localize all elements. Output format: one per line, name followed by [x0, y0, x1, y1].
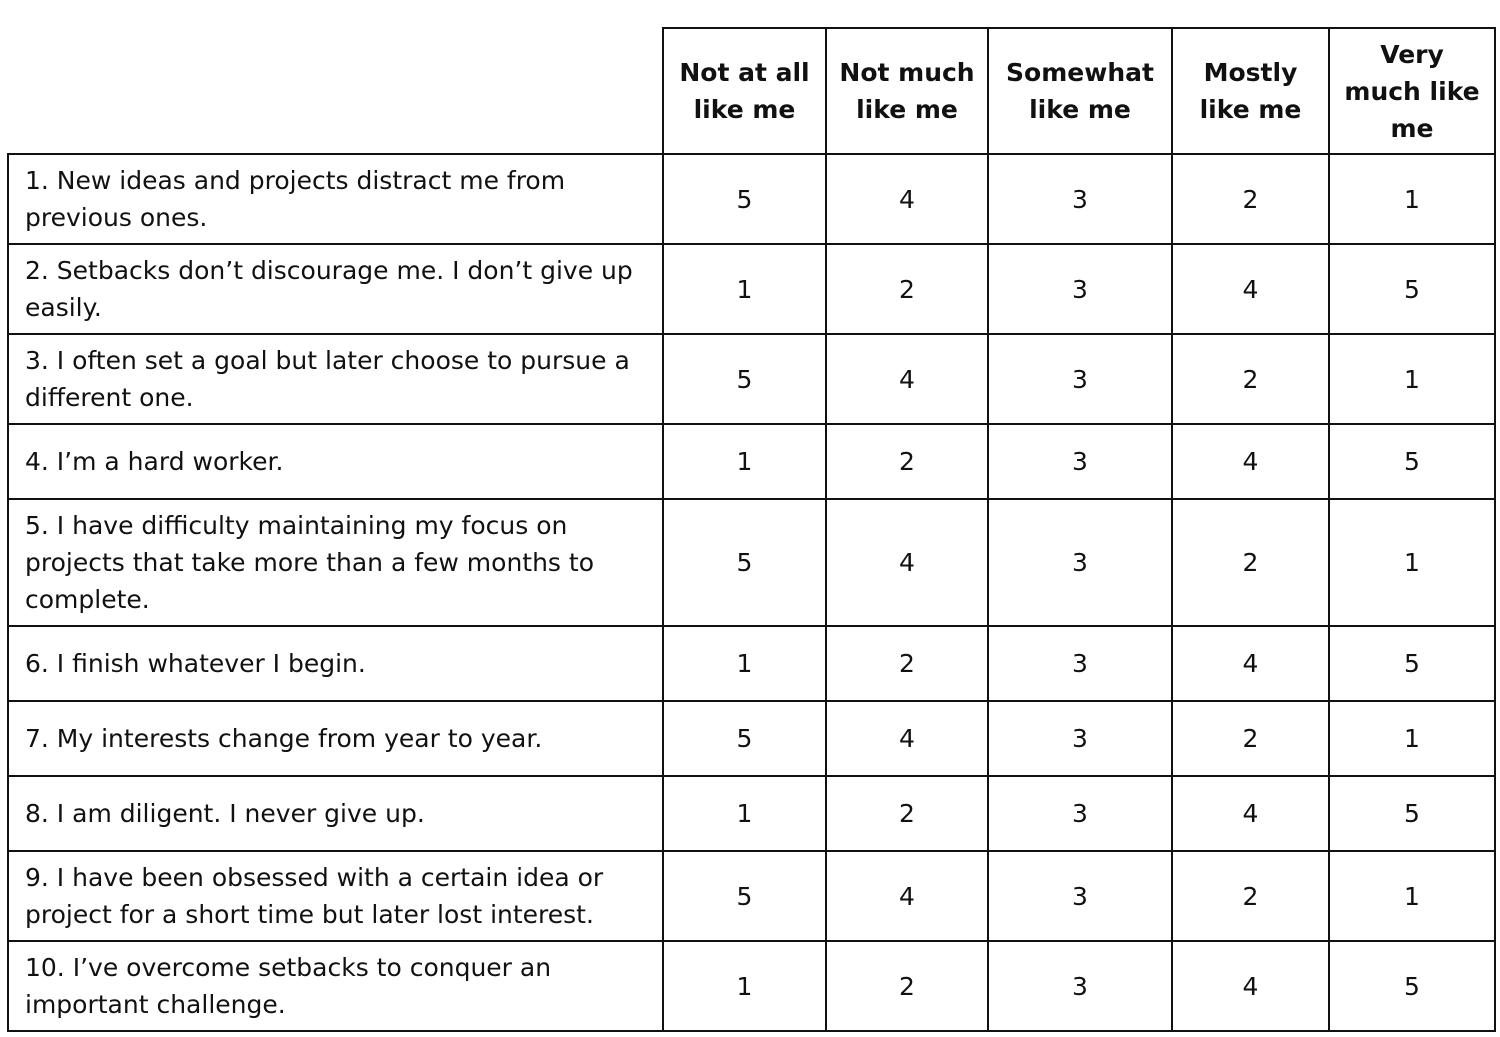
question-text: 5. I have difficulty maintaining my focus on projects that take more than a few months to complete. [8, 499, 663, 626]
score-cell: 2 [1172, 499, 1329, 626]
score-cell: 4 [1172, 941, 1329, 1031]
score-cell: 2 [826, 941, 988, 1031]
score-cell: 5 [1329, 941, 1495, 1031]
score-cell: 1 [663, 941, 826, 1031]
question-text: 7. My interests change from year to year. [8, 701, 663, 776]
score-cell: 1 [1329, 701, 1495, 776]
score-cell: 2 [1172, 154, 1329, 244]
score-cell: 4 [826, 851, 988, 941]
score-cell: 5 [663, 154, 826, 244]
score-cell: 1 [1329, 334, 1495, 424]
table-row [8, 334, 1495, 424]
column-header-very-much: Very much like me [1329, 28, 1495, 154]
score-cell: 3 [988, 941, 1172, 1031]
score-cell: 3 [988, 499, 1172, 626]
column-header-not-at-all: Not at all like me [663, 28, 826, 154]
score-cell: 2 [826, 626, 988, 701]
score-cell: 1 [663, 626, 826, 701]
score-cell: 5 [663, 851, 826, 941]
question-text: 3. I often set a goal but later choose to pursue a different one. [8, 334, 663, 424]
score-cell: 4 [826, 334, 988, 424]
score-cell: 2 [826, 776, 988, 851]
score-cell: 5 [663, 499, 826, 626]
score-cell: 4 [1172, 424, 1329, 499]
column-header-somewhat: Somewhat like me [988, 28, 1172, 154]
score-cell: 4 [1172, 244, 1329, 334]
score-cell: 1 [1329, 851, 1495, 941]
table-row [8, 776, 1495, 851]
question-text: 8. I am diligent. I never give up. [8, 776, 663, 851]
score-cell: 5 [663, 701, 826, 776]
score-cell: 3 [988, 626, 1172, 701]
score-cell: 2 [826, 244, 988, 334]
score-cell: 3 [988, 701, 1172, 776]
score-cell: 4 [826, 154, 988, 244]
question-text: 2. Setbacks don’t discourage me. I don’t give up easily. [8, 244, 663, 334]
score-cell: 2 [1172, 851, 1329, 941]
table-row [8, 626, 1495, 701]
score-cell: 4 [1172, 626, 1329, 701]
header-row [8, 28, 1495, 154]
score-cell: 2 [826, 424, 988, 499]
question-text: 9. I have been obsessed with a certain idea or project for a short time but later lost interest. [8, 851, 663, 941]
score-cell: 1 [1329, 499, 1495, 626]
table-row [8, 499, 1495, 626]
question-text: 4. I’m a hard worker. [8, 424, 663, 499]
score-cell: 4 [1172, 776, 1329, 851]
column-header-not-much: Not much like me [826, 28, 988, 154]
score-cell: 3 [988, 244, 1172, 334]
score-cell: 2 [1172, 334, 1329, 424]
score-cell: 1 [663, 424, 826, 499]
score-cell: 3 [988, 334, 1172, 424]
question-text: 1. New ideas and projects distract me from previous ones. [8, 154, 663, 244]
score-cell: 1 [663, 244, 826, 334]
score-cell: 1 [663, 776, 826, 851]
score-cell: 3 [988, 154, 1172, 244]
score-cell: 4 [826, 499, 988, 626]
table-row [8, 701, 1495, 776]
score-cell: 1 [1329, 154, 1495, 244]
score-cell: 5 [1329, 776, 1495, 851]
table-row [8, 154, 1495, 244]
score-cell: 3 [988, 776, 1172, 851]
score-cell: 3 [988, 424, 1172, 499]
question-text: 10. I’ve overcome setbacks to conquer an important challenge. [8, 941, 663, 1031]
column-header-mostly: Mostly like me [1172, 28, 1329, 154]
survey-table [7, 27, 1496, 1032]
score-cell: 5 [1329, 626, 1495, 701]
score-cell: 5 [1329, 244, 1495, 334]
empty-corner-cell [8, 28, 663, 154]
score-cell: 4 [826, 701, 988, 776]
score-cell: 5 [663, 334, 826, 424]
table-row [8, 244, 1495, 334]
score-cell: 2 [1172, 701, 1329, 776]
table-row [8, 424, 1495, 499]
table-row [8, 851, 1495, 941]
question-text: 6. I finish whatever I begin. [8, 626, 663, 701]
score-cell: 5 [1329, 424, 1495, 499]
score-cell: 3 [988, 851, 1172, 941]
table-row [8, 941, 1495, 1031]
